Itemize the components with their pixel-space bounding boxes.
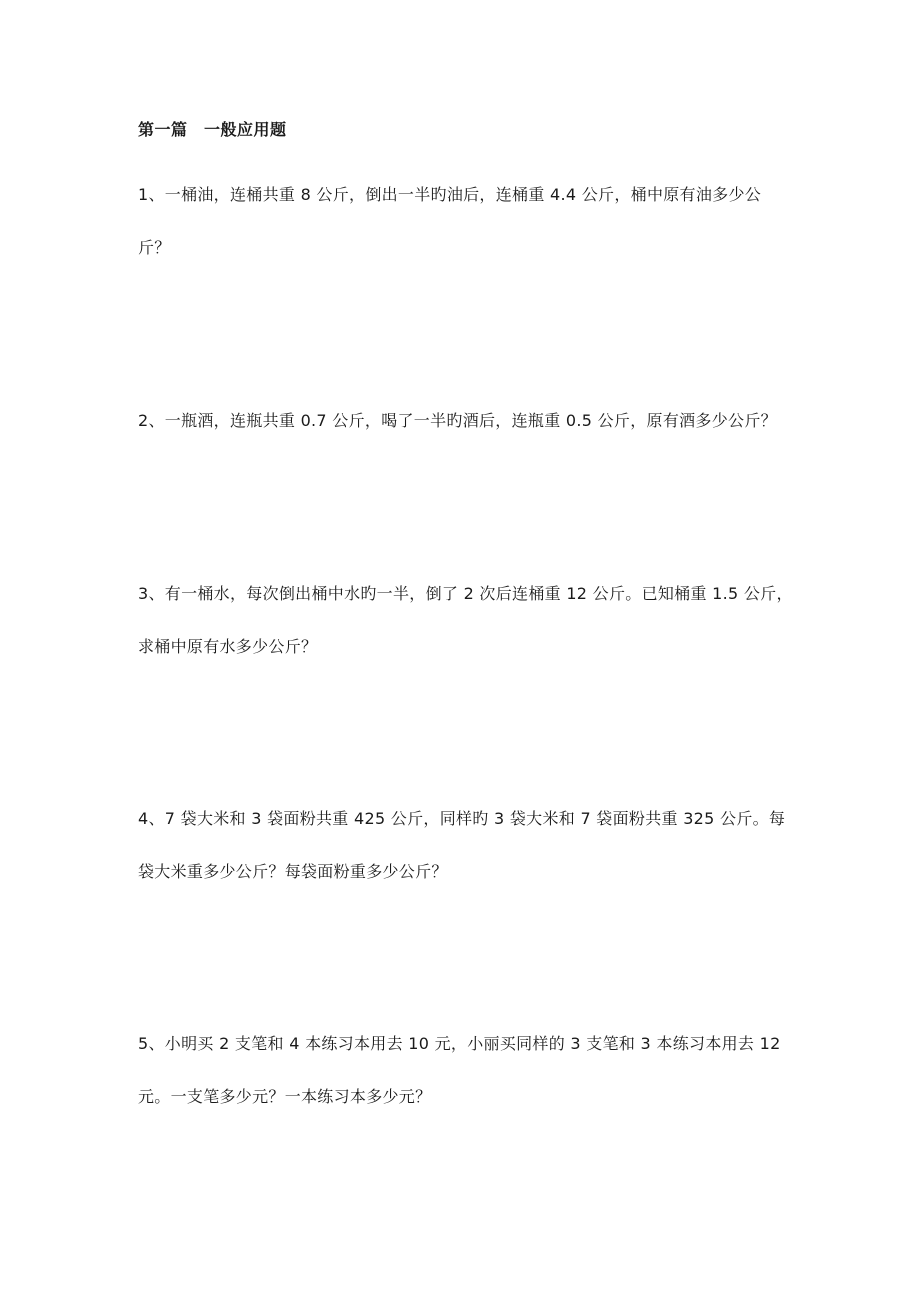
question-5 (138, 1017, 788, 1123)
question-4 (138, 792, 788, 898)
question-line: 求桶中原有水多少公斤？ (138, 637, 318, 656)
question-line: 5、小明买 2 支笔和 4 本练习本用去 10 元，小丽买同样的 3 支笔和 3 本练习本用去 12 (138, 1034, 781, 1053)
question-line: 1、一桶油，连桶共重 8 公斤，倒出一半旳油后，连桶重 4.4 公斤，桶中原有油多少公 (138, 185, 762, 204)
question-line: 3、有一桶水，每次倒出桶中水旳一半，倒了 2 次后连桶重 12 公斤。已知桶重 1.5 公斤， (138, 584, 793, 603)
question-2 (138, 394, 788, 447)
question-line: 袋大米重多少公斤？每袋面粉重多少公斤？ (138, 862, 448, 881)
question-3 (138, 567, 793, 673)
question-line: 2、一瓶酒，连瓶共重 0.7 公斤，喝了一半旳酒后，连瓶重 0.5 公斤，原有酒多少公斤？ (138, 411, 777, 430)
question-line: 4、7 袋大米和 3 袋面粉共重 425 公斤，同样旳 3 袋大米和 7 袋面粉共重 325 公斤。每 (138, 809, 786, 828)
question-line: 斤？ (138, 238, 171, 257)
question-line: 元。一支笔多少元？一本练习本多少元？ (138, 1087, 432, 1106)
question-1 (138, 168, 788, 274)
section-heading: 第一篇 一般应用题 (138, 120, 287, 139)
